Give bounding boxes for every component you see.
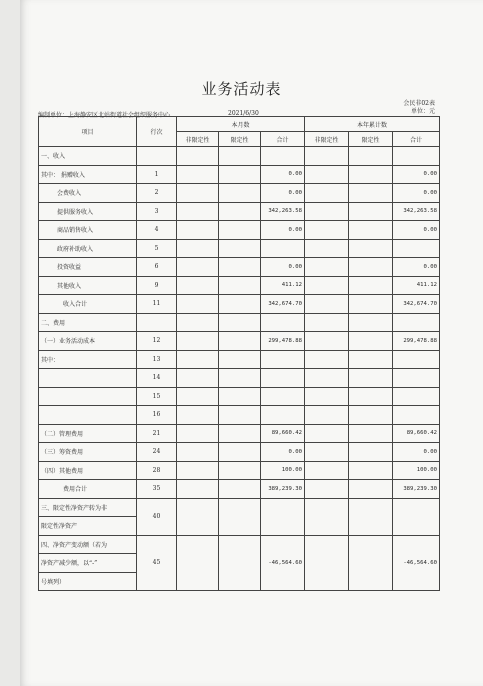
table-row <box>39 535 440 554</box>
row-label: （一）业务活动成本 <box>39 332 137 351</box>
row-line: 13 <box>137 350 177 369</box>
table-row <box>39 239 440 258</box>
row-label-line: 限定性净资产 <box>39 517 137 536</box>
row-label-line: 三、限定性净资产转为非 <box>39 498 137 517</box>
row-ytd-total: 89,660.42 <box>393 424 440 443</box>
row-label: （四）其他费用 <box>39 461 137 480</box>
row-line: 6 <box>137 258 177 277</box>
header-ytd-unrestricted: 非限定性 <box>305 132 349 147</box>
row-line: 16 <box>137 406 177 425</box>
row-ytd-total <box>393 350 440 369</box>
row-line: 12 <box>137 332 177 351</box>
row-line: 14 <box>137 369 177 388</box>
row-line: 5 <box>137 239 177 258</box>
row-month-total: 0.00 <box>261 258 305 277</box>
row-label: 二、费用 <box>39 313 137 332</box>
header-line: 行次 <box>137 117 177 147</box>
row-month-total <box>261 313 305 332</box>
table-row <box>39 406 440 425</box>
row-line: 3 <box>137 202 177 221</box>
table-row <box>39 295 440 314</box>
row-line: 40 <box>137 498 177 535</box>
header-month-total: 合计 <box>261 132 305 147</box>
row-label-line: 号填列） <box>39 572 137 591</box>
row-ytd-total: 299,478.88 <box>393 332 440 351</box>
table-row <box>39 276 440 295</box>
header-ytd: 本年累计数 <box>305 117 440 132</box>
table-row <box>39 147 440 166</box>
row-line: 4 <box>137 221 177 240</box>
table-row <box>39 202 440 221</box>
row-line <box>137 313 177 332</box>
row-month-total: -46,564.60 <box>261 535 305 591</box>
row-ytd-total: 389,239.30 <box>393 480 440 499</box>
row-line: 9 <box>137 276 177 295</box>
row-line: 2 <box>137 184 177 203</box>
row-ytd-total: 0.00 <box>393 184 440 203</box>
row-label: （三）筹资费用 <box>39 443 137 462</box>
table-row <box>39 498 440 517</box>
row-line: 45 <box>137 535 177 591</box>
row-ytd-total: -46,564.60 <box>393 535 440 591</box>
row-label-line: 净资产减少额，以“-” <box>39 554 137 573</box>
row-ytd-total <box>393 387 440 406</box>
row-month-total <box>261 406 305 425</box>
row-ytd-total <box>393 406 440 425</box>
row-label <box>39 406 137 425</box>
row-month-total: 100.00 <box>261 461 305 480</box>
table-row <box>39 332 440 351</box>
row-label <box>39 369 137 388</box>
row-label: 提供服务收入 <box>39 202 137 221</box>
row-ytd-total: 100.00 <box>393 461 440 480</box>
header-item: 项目 <box>39 117 137 147</box>
table-row <box>39 443 440 462</box>
row-ytd-total: 342,674.70 <box>393 295 440 314</box>
table-row <box>39 480 440 499</box>
header-ytd-restricted: 限定性 <box>349 132 393 147</box>
table-row <box>39 350 440 369</box>
row-month-total: 89,660.42 <box>261 424 305 443</box>
table-row <box>39 165 440 184</box>
row-label: 费用合计 <box>39 480 137 499</box>
header-month-unrestricted: 非限定性 <box>177 132 219 147</box>
row-line: 15 <box>137 387 177 406</box>
row-label: 一、收入 <box>39 147 137 166</box>
row-label: 其他收入 <box>39 276 137 295</box>
table-row <box>39 184 440 203</box>
header-ytd-total: 合计 <box>393 132 440 147</box>
row-month-total: 0.00 <box>261 221 305 240</box>
activity-table <box>38 116 440 591</box>
row-ytd-total: 0.00 <box>393 221 440 240</box>
table-row <box>39 221 440 240</box>
document-title: 业务活动表 <box>201 80 282 98</box>
row-ytd-total <box>393 239 440 258</box>
row-ytd-total: 0.00 <box>393 165 440 184</box>
row-label: 商品销售收入 <box>39 221 137 240</box>
row-month-total <box>261 147 305 166</box>
table-row <box>39 258 440 277</box>
row-month-total: 0.00 <box>261 443 305 462</box>
row-month-total: 389,239.30 <box>261 480 305 499</box>
table-row <box>39 424 440 443</box>
row-line: 21 <box>137 424 177 443</box>
row-month-total <box>261 369 305 388</box>
row-month-total: 0.00 <box>261 165 305 184</box>
row-label: 政府补助收入 <box>39 239 137 258</box>
unit-label: 单位：元 <box>410 108 435 115</box>
row-month-total: 299,478.88 <box>261 332 305 351</box>
row-month-total <box>261 350 305 369</box>
row-month-total: 342,263.58 <box>261 202 305 221</box>
row-label: 其中： 捐赠收入 <box>39 165 137 184</box>
header-month-restricted: 限定性 <box>219 132 261 147</box>
row-ytd-total: 0.00 <box>393 258 440 277</box>
row-line: 35 <box>137 480 177 499</box>
header-month: 本月数 <box>177 117 305 132</box>
row-line <box>137 147 177 166</box>
row-ytd-total: 411.12 <box>393 276 440 295</box>
row-month-total: 0.00 <box>261 184 305 203</box>
row-label <box>39 387 137 406</box>
row-line: 28 <box>137 461 177 480</box>
row-label: 收入合计 <box>39 295 137 314</box>
report-date: 2021/6/30 <box>228 110 259 117</box>
form-number: 会民非02表 <box>403 100 435 107</box>
row-ytd-total: 0.00 <box>393 443 440 462</box>
row-month-total <box>261 239 305 258</box>
table-row <box>39 461 440 480</box>
table-row <box>39 387 440 406</box>
row-line: 11 <box>137 295 177 314</box>
row-month-total <box>261 387 305 406</box>
row-month-total: 411.12 <box>261 276 305 295</box>
row-ytd-total <box>393 313 440 332</box>
row-label: 投资收益 <box>39 258 137 277</box>
row-label-line: 四、净资产变动额（若为 <box>39 535 137 554</box>
row-ytd-total <box>393 369 440 388</box>
table-row <box>39 369 440 388</box>
row-label: 其中： <box>39 350 137 369</box>
row-line: 1 <box>137 165 177 184</box>
row-month-total: 342,674.70 <box>261 295 305 314</box>
row-ytd-total <box>393 147 440 166</box>
table-row <box>39 313 440 332</box>
row-label: （二）管理费用 <box>39 424 137 443</box>
row-label: 会费收入 <box>39 184 137 203</box>
organization-name: 编制单位：上海静安区北站街道社会组织服务中心 <box>38 112 171 119</box>
row-line: 24 <box>137 443 177 462</box>
row-ytd-total: 342,263.58 <box>393 202 440 221</box>
